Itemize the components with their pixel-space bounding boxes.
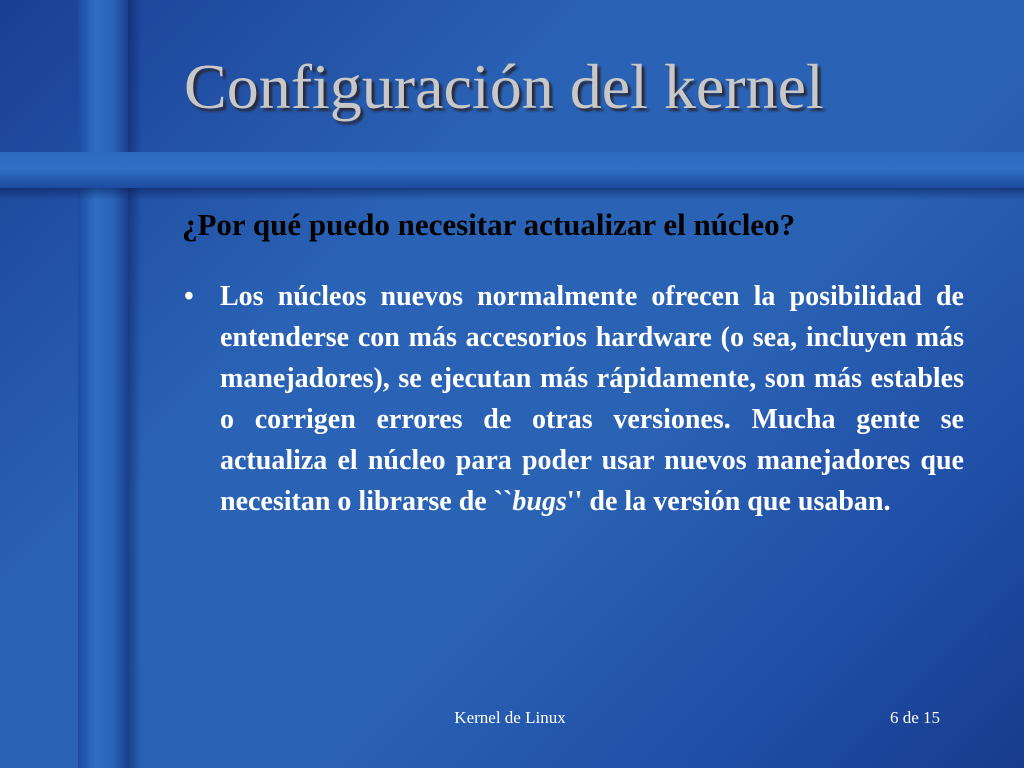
vertical-accent-bar	[78, 0, 128, 768]
bullet-text-before: Los núcleos nuevos normalmente ofrecen la posibilidad de entenderse con más accesorios hardware (o sea, incluyen más manejadores), se ejecutan más rápidamente, son más estables o corrigen errores de otras versiones. Mucha gente se actualiza el núcleo para poder usar nuevos manejadores que necesitan o librarse de ``	[220, 281, 964, 517]
bullet-text-after: '' de la versión que usaban.	[566, 486, 891, 517]
bullet-item	[184, 276, 964, 522]
bullet-marker: •	[184, 281, 194, 312]
page-number: 6 de 15	[889, 708, 940, 727]
slide-subtitle: ¿Por qué puedo necesitar actualizar el núcleo?	[182, 207, 796, 242]
horizontal-accent-bar	[0, 152, 1024, 188]
vertical-bar-shadow	[128, 0, 142, 768]
bullet-text	[220, 276, 964, 522]
bullet-emphasis: bugs	[512, 486, 567, 517]
footer-title: Kernel de Linux	[454, 708, 566, 727]
horizontal-bar-shadow	[0, 188, 1024, 200]
slide-title: Configuración del kernel	[184, 51, 824, 122]
